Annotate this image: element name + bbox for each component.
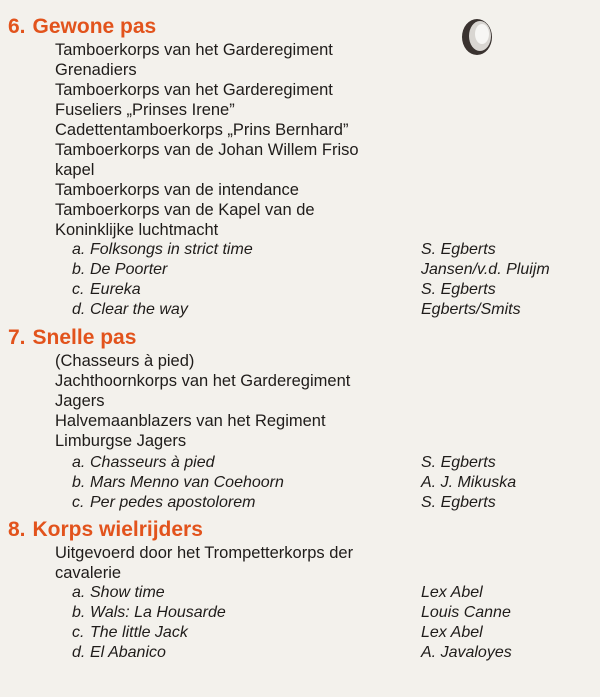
section-title: Gewone pas <box>32 15 157 38</box>
pieces-list <box>0 583 600 663</box>
performer-line: kapel <box>55 161 95 179</box>
performer-line: Tamboerkorps van het Garderegiment <box>55 81 333 99</box>
piece-letter: a. <box>72 584 86 601</box>
performer-line: Tamboerkorps van de Kapel van de <box>55 201 315 219</box>
piece-letter: d. <box>72 301 86 318</box>
section-heading <box>8 326 136 350</box>
performer-line: Jachthoornkorps van het Garderegiment <box>55 372 351 390</box>
section-title: Snelle pas <box>32 326 137 349</box>
piece-composer: Jansen/v.d. Pluijm <box>421 261 550 278</box>
piece-composer: S. Egberts <box>421 494 496 511</box>
performer-line: Cadettentamboerkorps „Prins Bernhard” <box>55 121 349 139</box>
performers-list <box>55 351 350 451</box>
piece-row <box>0 603 600 623</box>
piece-letter: c. <box>72 624 85 641</box>
piece-letter: c. <box>72 281 85 298</box>
piece-row <box>0 493 600 513</box>
piece-row <box>0 473 600 493</box>
piece-letter: b. <box>72 261 86 278</box>
piece-letter: a. <box>72 241 86 258</box>
piece-row <box>0 643 600 663</box>
section-title: Korps wielrijders <box>32 518 203 541</box>
piece-title: Mars Menno van Coehoorn <box>90 474 284 491</box>
performer-line: Tamboerkorps van het Garderegiment <box>55 41 333 59</box>
paper-blemish-icon <box>459 16 495 58</box>
section-number: 7. <box>8 326 26 349</box>
piece-title: Wals: La Housarde <box>90 604 226 621</box>
piece-title: De Poorter <box>90 261 168 278</box>
piece-title: Folksongs in strict time <box>90 241 253 258</box>
piece-composer: Lex Abel <box>421 624 483 641</box>
section-heading <box>8 518 203 542</box>
piece-composer: A. Javaloyes <box>421 644 512 661</box>
piece-composer: S. Egberts <box>421 281 496 298</box>
performer-line: Fuseliers „Prinses Irene” <box>55 101 235 119</box>
piece-row <box>0 623 600 643</box>
piece-composer: Lex Abel <box>421 584 483 601</box>
piece-letter: a. <box>72 454 86 471</box>
performer-line: Uitgevoerd door het Trompetterkorps der <box>55 544 354 562</box>
performer-line: Halvemaanblazers van het Regiment <box>55 412 326 430</box>
piece-title: Chasseurs à pied <box>90 454 215 471</box>
piece-letter: d. <box>72 644 86 661</box>
piece-title: The little Jack <box>90 624 188 641</box>
piece-row <box>0 453 600 473</box>
performer-line: Jagers <box>55 392 105 410</box>
piece-composer: A. J. Mikuska <box>421 474 517 491</box>
piece-letter: b. <box>72 474 86 491</box>
piece-row <box>0 300 600 320</box>
piece-row <box>0 260 600 280</box>
performer-line: cavalerie <box>55 564 122 582</box>
piece-letter: c. <box>72 494 85 511</box>
piece-composer: S. Egberts <box>421 454 496 471</box>
piece-row <box>0 280 600 300</box>
piece-composer: Louis Canne <box>421 604 511 621</box>
piece-title: El Abanico <box>90 644 166 661</box>
section-number: 8. <box>8 518 26 541</box>
performer-line: Limburgse Jagers <box>55 432 187 450</box>
section-heading <box>8 15 156 39</box>
section-number: 6. <box>8 15 26 38</box>
performer-line: Tamboerkorps van de Johan Willem Friso <box>55 141 359 159</box>
piece-letter: b. <box>72 604 86 621</box>
piece-title: Eureka <box>90 281 141 298</box>
piece-title: Clear the way <box>90 301 188 318</box>
performer-line: Koninklijke luchtmacht <box>55 221 219 239</box>
piece-title: Show time <box>90 584 165 601</box>
performer-line: Grenadiers <box>55 61 137 79</box>
piece-row <box>0 240 600 260</box>
performers-list <box>55 40 359 240</box>
pieces-list <box>0 453 600 513</box>
piece-composer: S. Egberts <box>421 241 496 258</box>
performers-list <box>55 543 353 583</box>
piece-composer: Egberts/Smits <box>421 301 521 318</box>
piece-row <box>0 583 600 603</box>
pieces-list <box>0 240 600 320</box>
performer-line: Tamboerkorps van de intendance <box>55 181 299 199</box>
performer-line: (Chasseurs à pied) <box>55 352 195 370</box>
piece-title: Per pedes apostolorem <box>90 494 256 511</box>
